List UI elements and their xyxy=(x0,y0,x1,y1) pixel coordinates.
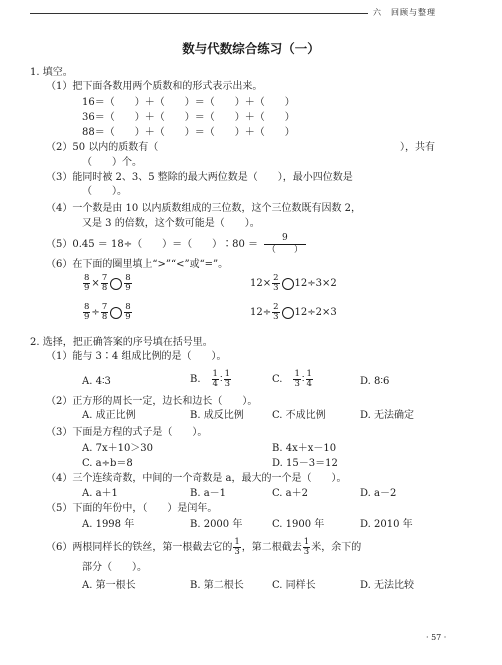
fraction-numerator: 7 xyxy=(101,273,108,283)
q1-2-text-b: ），共有 xyxy=(400,142,435,153)
expression: 12× xyxy=(250,277,272,289)
fraction-denominator: 3 xyxy=(234,547,240,557)
fraction-denominator: 4 xyxy=(212,379,218,389)
answer-circle[interactable] xyxy=(110,278,122,290)
fraction-denominator: 9 xyxy=(125,283,131,293)
q1-4-text-b: 又是 3 的倍数，这个数可能是（ ）。 xyxy=(82,218,260,229)
option-c[interactable] xyxy=(272,370,314,389)
fraction xyxy=(272,274,279,293)
expression: 12÷ xyxy=(250,306,272,318)
option-b[interactable] xyxy=(190,370,232,389)
fraction xyxy=(212,370,219,389)
operator: × xyxy=(91,277,100,289)
fraction xyxy=(224,370,231,389)
option-a[interactable]: A. 7x＋10＞30 xyxy=(82,443,154,454)
q2-1-text: （1）能与 3∶4 组成比例的是（ ）。 xyxy=(46,351,227,362)
option-d[interactable]: D. 8∶6 xyxy=(360,376,390,387)
fraction-denominator: 8 xyxy=(101,283,108,293)
fraction-numerator: 1 xyxy=(294,369,300,379)
option-d[interactable]: D. 无法比较 xyxy=(360,580,415,591)
fraction-numerator: 1 xyxy=(224,369,230,379)
option-b[interactable]: B. a－1 xyxy=(190,488,227,499)
q1-2-text: （2）50 以内的质数有（ xyxy=(46,142,159,153)
q1-3-text-b: （ ）。 xyxy=(82,186,127,197)
q1-5-text: （5）0.45 ＝ 18÷（ ）＝（ ）∶80 ＝ xyxy=(46,238,258,250)
q1-4-text: （4）一个数是由 10 以内质数组成的三位数，这个三位数既有因数 2， xyxy=(46,203,361,214)
fraction-denominator: 3 xyxy=(303,547,310,557)
q1-1-text: （1）把下面各数用两个质数和的形式表示出来。 xyxy=(46,81,263,92)
option-b[interactable]: B. 4x＋x－10 xyxy=(272,443,337,454)
fraction-numerator: 1 xyxy=(212,369,218,379)
option-a[interactable]: A. 第一根长 xyxy=(82,580,136,591)
q2-6-line2: 部分（ ）。 xyxy=(82,562,147,573)
fraction-numerator: 1 xyxy=(234,537,240,547)
option-a[interactable]: A. 4∶3 xyxy=(82,376,111,387)
ratio-colon: ∶ xyxy=(301,373,305,385)
q1-6-row2-right xyxy=(250,303,337,322)
fraction xyxy=(303,538,310,557)
fraction xyxy=(293,370,300,389)
option-b[interactable]: B. 第二根长 xyxy=(190,580,244,591)
fraction-numerator: 2 xyxy=(273,273,279,283)
fraction-denominator: （ ） xyxy=(266,245,303,255)
fraction-denominator: 9 xyxy=(84,312,90,322)
answer-circle[interactable] xyxy=(282,307,294,319)
fraction-numerator: 1 xyxy=(306,369,312,379)
q1-1-row: 16＝（ ）＋（ ）＝（ ）＋（ ） xyxy=(82,97,295,108)
q1-5-line xyxy=(46,233,306,256)
fraction-numerator: 2 xyxy=(273,302,279,312)
q1-6-row1-right xyxy=(250,274,337,293)
expression: 12÷2×3 xyxy=(294,306,337,318)
option-label: C. xyxy=(272,373,283,385)
q2-5-text: （5）下面的年份中，（ ）是闰年。 xyxy=(46,503,218,514)
q2-heading: 2. 选择，把正确答案的序号填在括号里。 xyxy=(30,337,213,348)
page-title: 数与代数综合练习（一） xyxy=(182,41,320,56)
fraction-numerator: 8 xyxy=(125,302,131,312)
option-d[interactable]: D. 15－3＝12 xyxy=(272,458,338,469)
fraction-numerator: 1 xyxy=(303,537,310,547)
q1-heading: 1. 填空。 xyxy=(30,67,73,78)
fraction-numerator: 9 xyxy=(264,233,306,245)
option-label: B. xyxy=(190,373,201,385)
option-c[interactable]: C. a÷b＝8 xyxy=(82,458,133,469)
answer-circle[interactable] xyxy=(282,278,294,290)
fraction xyxy=(83,303,90,322)
section-header: 六 回顾与整理 xyxy=(373,8,436,17)
header-rule xyxy=(30,13,368,14)
expression: 12÷3×2 xyxy=(294,277,337,289)
fraction-numerator: 8 xyxy=(125,273,131,283)
fraction xyxy=(124,303,131,322)
q2-6-text-b: ，第二根截去 xyxy=(241,541,302,553)
ratio-colon: ∶ xyxy=(219,373,223,385)
q2-6-text-c: 米，余下的 xyxy=(311,541,362,553)
option-c[interactable]: C. a＋2 xyxy=(272,488,308,499)
option-d[interactable]: D. 2010 年 xyxy=(360,519,413,530)
fraction-denominator: 3 xyxy=(273,312,279,322)
q1-2-text-c: （ ）个。 xyxy=(82,157,142,168)
operator: ÷ xyxy=(91,306,100,318)
q1-1-row: 36＝（ ）＋（ ）＝（ ）＋（ ） xyxy=(82,112,295,123)
q2-4-text: （4）三个连续奇数，中间的一个奇数是 a，最大的一个是（ ）。 xyxy=(46,473,347,484)
fraction xyxy=(83,274,90,293)
q1-6-row1-left xyxy=(82,274,133,293)
option-a[interactable]: A. a＋1 xyxy=(82,488,118,499)
option-c[interactable]: C. 1900 年 xyxy=(272,519,325,530)
page-number: · 57 · xyxy=(426,633,447,642)
option-a[interactable]: A. 1998 年 xyxy=(82,519,135,530)
fraction-denominator: 4 xyxy=(306,379,312,389)
option-c[interactable]: C. 不成比例 xyxy=(272,410,326,421)
fraction xyxy=(101,303,108,322)
fraction xyxy=(233,538,240,557)
fraction-denominator: 9 xyxy=(84,283,90,293)
q1-1-row: 88＝（ ）＋（ ）＝（ ）＋（ ） xyxy=(82,127,295,138)
q2-2-text: （2）正方形的周长一定，边长和边长（ ）。 xyxy=(46,396,258,407)
option-b[interactable]: B. 2000 年 xyxy=(190,519,243,530)
q1-5-fraction xyxy=(264,233,306,256)
fraction xyxy=(101,274,108,293)
q1-3-text: （3）能同时被 2、3、5 整除的最大两位数是（ ），最小四位数是 xyxy=(46,172,353,183)
fraction-denominator: 3 xyxy=(224,379,230,389)
q2-3-text: （3）下面是方程的式子是（ ）。 xyxy=(46,427,208,438)
option-d[interactable]: D. 无法确定 xyxy=(360,410,415,421)
option-b[interactable]: B. 成反比例 xyxy=(190,410,244,421)
fraction-denominator: 3 xyxy=(294,379,300,389)
fraction-numerator: 8 xyxy=(84,302,90,312)
q1-6-row2-left xyxy=(82,303,133,322)
q2-6-line xyxy=(46,538,361,557)
fraction-denominator: 8 xyxy=(101,312,108,322)
option-c[interactable]: C. 同样长 xyxy=(272,580,316,591)
fraction-numerator: 7 xyxy=(101,302,108,312)
q1-6-text: （6）在下面的圈里填上“>”“<”或“=”。 xyxy=(46,259,229,270)
q2-6-text: （6）两根同样长的铁丝，第一根截去它的 xyxy=(46,541,233,553)
fraction-denominator: 3 xyxy=(273,283,279,293)
fraction xyxy=(124,274,131,293)
option-d[interactable]: D. a－2 xyxy=(360,488,397,499)
fraction xyxy=(272,303,279,322)
answer-circle[interactable] xyxy=(110,307,122,319)
option-a[interactable]: A. 成正比例 xyxy=(82,410,136,421)
fraction-numerator: 8 xyxy=(84,273,90,283)
fraction xyxy=(306,370,313,389)
fraction-denominator: 9 xyxy=(125,312,131,322)
